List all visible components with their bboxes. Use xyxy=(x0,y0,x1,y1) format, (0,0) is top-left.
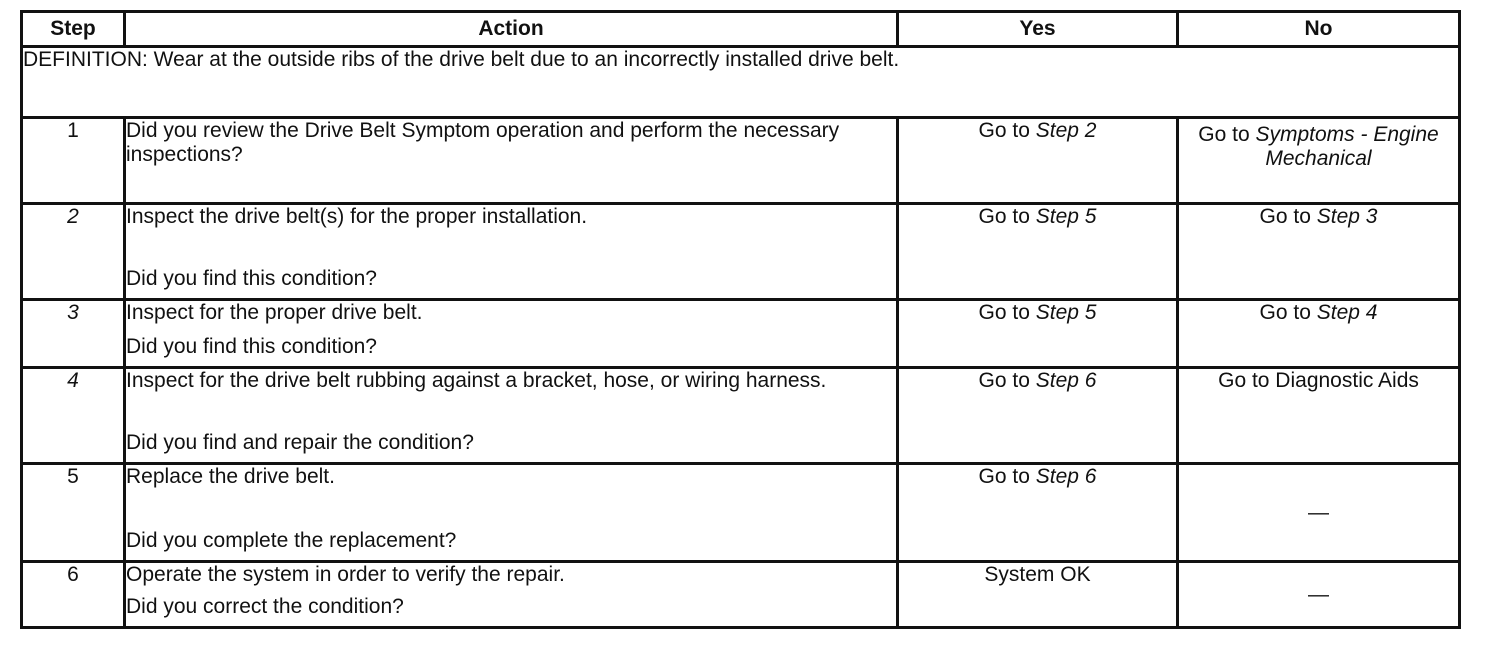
definition-text: DEFINITION: Wear at the outside ribs of the drive belt due to an incorrectly installed drive belt. xyxy=(22,47,1460,118)
header-row xyxy=(22,12,1460,47)
diagnostic-table xyxy=(20,10,1461,629)
yes-prefix: Go to xyxy=(978,465,1036,488)
header-step: Step xyxy=(22,12,125,47)
yes-cell xyxy=(898,368,1178,464)
action-text: Replace the drive belt. xyxy=(126,465,335,488)
diagnostic-aids-link[interactable]: Go to Diagnostic Aids xyxy=(1218,369,1419,392)
table-row xyxy=(22,464,1460,562)
action-cell xyxy=(125,464,898,562)
header-action: Action xyxy=(125,12,898,47)
no-prefix: Go to xyxy=(1198,123,1256,146)
no-step-link[interactable]: Step 4 xyxy=(1316,301,1378,324)
action-cell xyxy=(125,368,898,464)
step-number: 5 xyxy=(22,464,125,562)
action-cell xyxy=(125,300,898,368)
yes-prefix: Go to xyxy=(978,301,1036,324)
step-number: 3 xyxy=(22,300,125,368)
no-cell xyxy=(1178,562,1460,628)
no-prefix: Go to xyxy=(1259,205,1317,228)
no-cell xyxy=(1178,204,1460,300)
table-row xyxy=(22,562,1460,628)
yes-cell xyxy=(898,118,1178,204)
yes-step-link[interactable]: Step 5 xyxy=(1035,205,1097,228)
yes-prefix: Go to xyxy=(978,369,1036,392)
action-text: Inspect for the proper drive belt. xyxy=(126,301,423,324)
definition-row xyxy=(22,47,1460,118)
action-cell xyxy=(125,562,898,628)
action-cell xyxy=(125,118,898,204)
no-step-link[interactable]: Step 3 xyxy=(1316,205,1378,228)
yes-prefix: Go to xyxy=(978,205,1036,228)
no-dash: — xyxy=(1308,500,1329,524)
action-text: Did you review the Drive Belt Symptom operation and perform the necessary inspections? xyxy=(126,119,840,166)
action-question: Did you find this condition? xyxy=(126,335,377,359)
header-no: No xyxy=(1178,12,1460,47)
yes-step-link[interactable]: Step 6 xyxy=(1035,465,1097,488)
yes-cell xyxy=(898,204,1178,300)
action-question: Did you complete the replacement? xyxy=(126,529,457,553)
yes-cell xyxy=(898,300,1178,368)
yes-step-link[interactable]: Step 5 xyxy=(1035,301,1097,324)
step-number: 6 xyxy=(22,562,125,628)
table-row xyxy=(22,300,1460,368)
no-cell xyxy=(1178,300,1460,368)
step-number: 4 xyxy=(22,368,125,464)
yes-cell xyxy=(898,464,1178,562)
yes-prefix: Go to xyxy=(978,119,1036,142)
action-cell xyxy=(125,204,898,300)
action-question: Did you correct the condition? xyxy=(126,595,404,619)
no-cell xyxy=(1178,368,1460,464)
action-question: Did you find and repair the condition? xyxy=(126,431,474,455)
no-step-link[interactable]: Symptoms - Engine Mechanical xyxy=(1255,123,1439,170)
no-cell xyxy=(1178,464,1460,562)
yes-cell xyxy=(898,562,1178,628)
step-number: 2 xyxy=(22,204,125,300)
table-row xyxy=(22,118,1460,204)
step-number: 1 xyxy=(22,118,125,204)
action-text: Operate the system in order to verify the repair. xyxy=(126,563,565,586)
yes-step-link[interactable]: Step 6 xyxy=(1035,369,1097,392)
action-text: Inspect for the drive belt rubbing against a bracket, hose, or wiring harness. xyxy=(126,369,827,392)
action-text: Inspect the drive belt(s) for the proper installation. xyxy=(126,205,588,228)
yes-step-link[interactable]: Step 2 xyxy=(1035,119,1097,142)
header-yes: Yes xyxy=(898,12,1178,47)
no-prefix: Go to xyxy=(1259,301,1317,324)
table-row xyxy=(22,368,1460,464)
no-dash: — xyxy=(1308,582,1329,606)
no-cell xyxy=(1178,118,1460,204)
table-row xyxy=(22,204,1460,300)
system-ok-text: System OK xyxy=(984,563,1091,586)
action-question: Did you find this condition? xyxy=(126,267,377,291)
